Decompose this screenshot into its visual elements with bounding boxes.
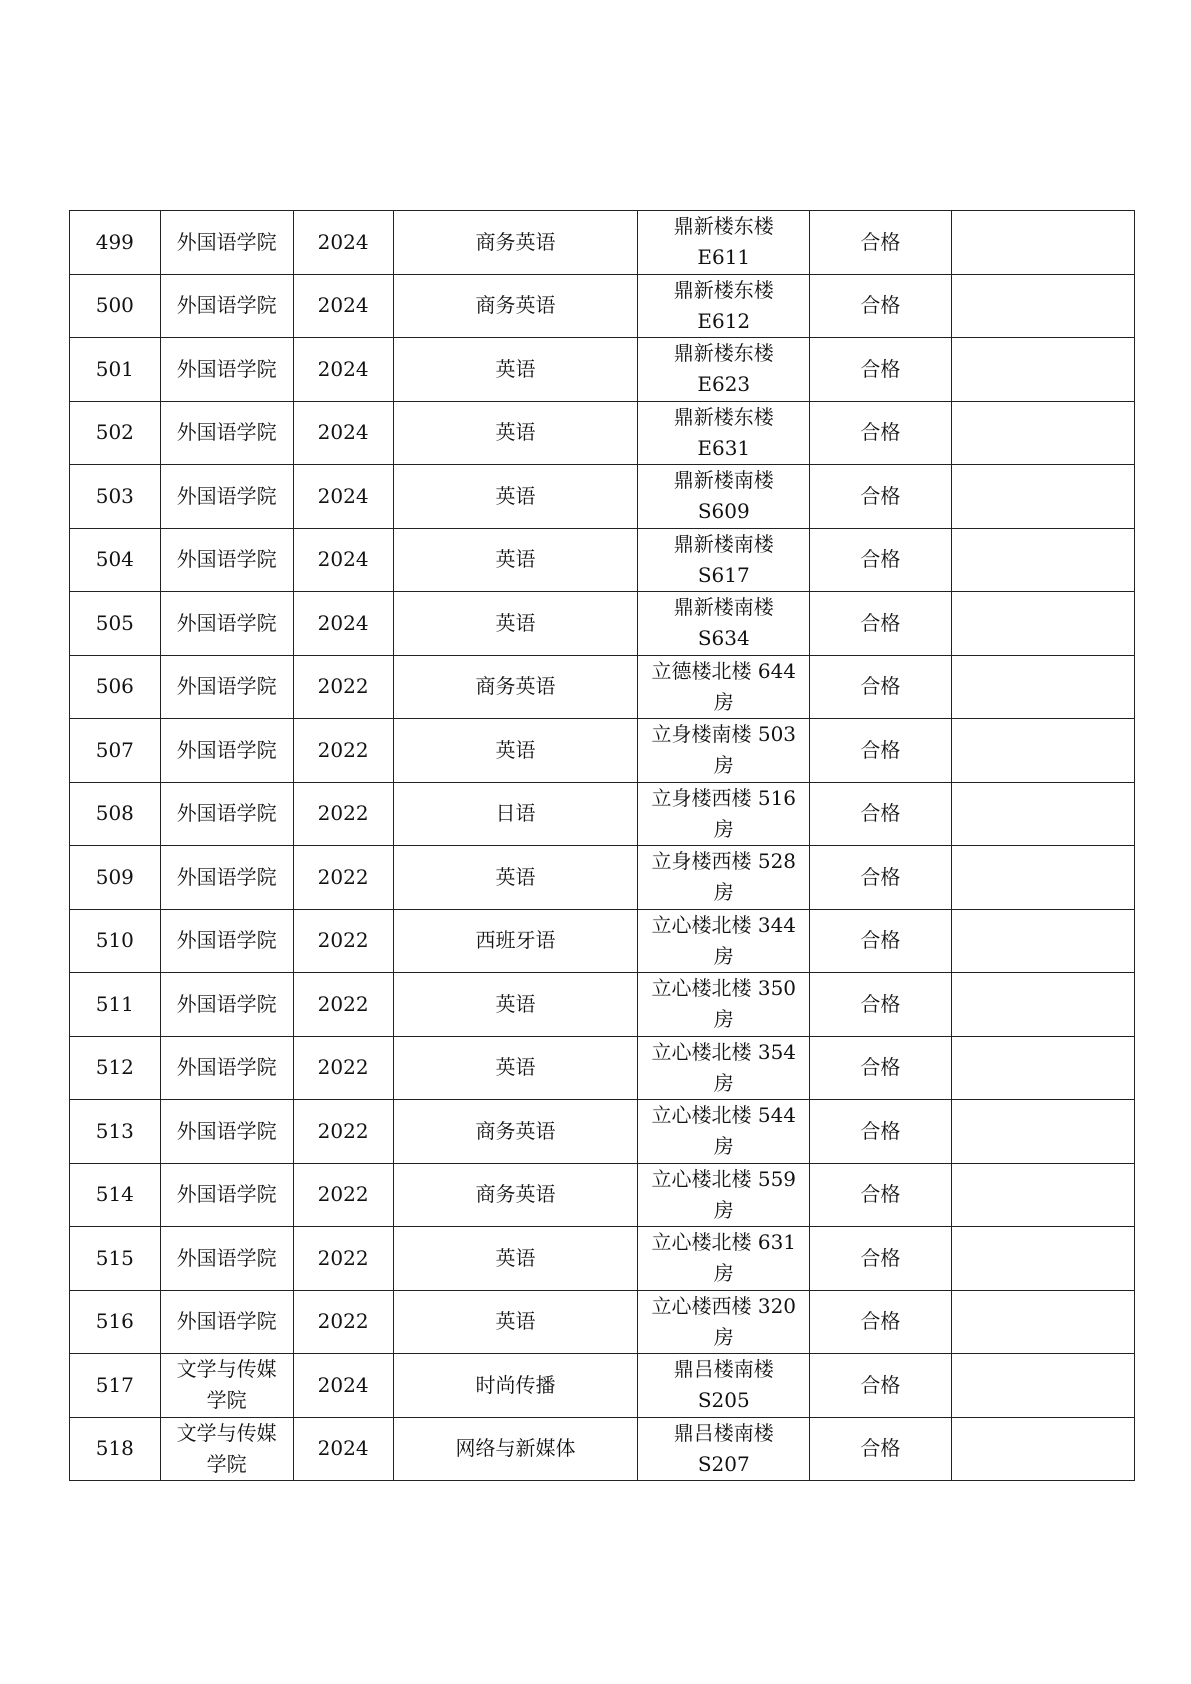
dorm-room-cell-line: E611 <box>697 245 751 270</box>
result-cell: 合格 <box>810 1227 951 1291</box>
college-cell-line: 外国语学院 <box>176 229 277 254</box>
row-number-cell: 510 <box>70 909 161 973</box>
result-cell: 合格 <box>810 655 951 719</box>
dorm-room-cell <box>638 782 810 846</box>
college-cell <box>160 592 293 656</box>
table-row <box>70 1163 1135 1227</box>
dorm-room-cell-line: E631 <box>697 435 751 460</box>
college-cell-line: 外国语学院 <box>176 928 277 953</box>
dorm-room-cell-line: 鼎新楼东楼 <box>673 341 774 366</box>
row-number-cell: 499 <box>70 211 161 275</box>
row-number-cell: 508 <box>70 782 161 846</box>
dorm-room-cell-line: 鼎新楼南楼 <box>673 531 774 556</box>
year-cell: 2024 <box>293 401 393 465</box>
note-cell <box>951 1036 1135 1100</box>
dorm-room-cell <box>638 909 810 973</box>
dorm-room-cell <box>638 1163 810 1227</box>
result-cell: 合格 <box>810 1036 951 1100</box>
college-cell-line: 外国语学院 <box>176 547 277 572</box>
college-cell-line: 外国语学院 <box>176 674 277 699</box>
row-number-cell: 503 <box>70 465 161 529</box>
major-cell: 英语 <box>393 1227 638 1291</box>
result-cell: 合格 <box>810 211 951 275</box>
table-row <box>70 401 1135 465</box>
dorm-room-cell-line: E612 <box>697 308 751 333</box>
row-number-cell: 512 <box>70 1036 161 1100</box>
college-cell-line: 外国语学院 <box>176 991 277 1016</box>
note-cell <box>951 274 1135 338</box>
dorm-room-cell-line: 房 <box>713 1070 734 1095</box>
college-cell <box>160 338 293 402</box>
year-cell: 2022 <box>293 846 393 910</box>
dorm-room-cell-line: 房 <box>713 753 734 778</box>
college-cell <box>160 1354 293 1418</box>
college-cell <box>160 401 293 465</box>
year-cell: 2024 <box>293 338 393 402</box>
table-row <box>70 909 1135 973</box>
dorm-room-cell-line: 立身楼南楼 503 <box>651 722 797 747</box>
note-cell <box>951 719 1135 783</box>
row-number-cell: 511 <box>70 973 161 1037</box>
note-cell <box>951 465 1135 529</box>
dorm-room-cell-line: 立心楼北楼 350 <box>651 976 797 1001</box>
result-cell: 合格 <box>810 528 951 592</box>
table-body <box>70 211 1135 1481</box>
note-cell <box>951 655 1135 719</box>
dorm-room-cell-line: 鼎新楼东楼 <box>673 214 774 239</box>
table-row <box>70 1100 1135 1164</box>
result-cell: 合格 <box>810 1354 951 1418</box>
dorm-room-cell <box>638 465 810 529</box>
dorm-room-cell-line: 立德楼北楼 644 <box>651 658 797 683</box>
note-cell <box>951 909 1135 973</box>
college-cell-line: 学院 <box>206 1388 247 1413</box>
college-cell-line: 外国语学院 <box>176 801 277 826</box>
result-cell: 合格 <box>810 592 951 656</box>
college-cell-line: 外国语学院 <box>176 1309 277 1334</box>
dorm-room-cell-line: 鼎新楼东楼 <box>673 277 774 302</box>
dorm-room-cell-line: 房 <box>713 1007 734 1032</box>
college-cell <box>160 1036 293 1100</box>
college-cell <box>160 973 293 1037</box>
table-row <box>70 1227 1135 1291</box>
major-cell: 商务英语 <box>393 655 638 719</box>
note-cell <box>951 211 1135 275</box>
dorm-room-cell <box>638 719 810 783</box>
college-cell-line: 外国语学院 <box>176 737 277 762</box>
row-number-cell: 504 <box>70 528 161 592</box>
table-row <box>70 465 1135 529</box>
major-cell: 商务英语 <box>393 211 638 275</box>
year-cell: 2022 <box>293 1227 393 1291</box>
note-cell <box>951 1354 1135 1418</box>
table-row <box>70 1036 1135 1100</box>
note-cell <box>951 1290 1135 1354</box>
college-cell <box>160 782 293 846</box>
note-cell <box>951 846 1135 910</box>
row-number-cell: 515 <box>70 1227 161 1291</box>
dorm-inspection-table <box>69 210 1135 1481</box>
dorm-room-cell-line: 房 <box>713 1134 734 1159</box>
major-cell: 英语 <box>393 1290 638 1354</box>
table-row <box>70 528 1135 592</box>
major-cell: 英语 <box>393 401 638 465</box>
dorm-room-cell <box>638 655 810 719</box>
row-number-cell: 514 <box>70 1163 161 1227</box>
note-cell <box>951 973 1135 1037</box>
result-cell: 合格 <box>810 338 951 402</box>
note-cell <box>951 401 1135 465</box>
result-cell: 合格 <box>810 274 951 338</box>
result-cell: 合格 <box>810 973 951 1037</box>
major-cell: 网络与新媒体 <box>393 1417 638 1481</box>
dorm-room-cell-line: 立心楼北楼 354 <box>651 1039 797 1064</box>
dorm-room-cell <box>638 973 810 1037</box>
dorm-room-cell <box>638 846 810 910</box>
dorm-room-cell-line: 立心楼北楼 344 <box>651 912 797 937</box>
note-cell <box>951 338 1135 402</box>
dorm-room-cell-line: 立心楼西楼 320 <box>651 1293 797 1318</box>
year-cell: 2024 <box>293 274 393 338</box>
table-row <box>70 592 1135 656</box>
dorm-room-cell-line: S205 <box>697 1388 750 1413</box>
result-cell: 合格 <box>810 1100 951 1164</box>
table-row <box>70 973 1135 1037</box>
dorm-room-cell-line: 鼎吕楼南楼 <box>673 1420 774 1445</box>
result-cell: 合格 <box>810 719 951 783</box>
year-cell: 2022 <box>293 1036 393 1100</box>
college-cell <box>160 655 293 719</box>
college-cell <box>160 1417 293 1481</box>
major-cell: 商务英语 <box>393 274 638 338</box>
year-cell: 2024 <box>293 211 393 275</box>
major-cell: 英语 <box>393 592 638 656</box>
table-row <box>70 719 1135 783</box>
dorm-room-cell-line: 立心楼北楼 559 <box>651 1166 797 1191</box>
row-number-cell: 502 <box>70 401 161 465</box>
college-cell <box>160 211 293 275</box>
college-cell-line: 外国语学院 <box>176 293 277 318</box>
dorm-room-cell-line: 鼎新楼南楼 <box>673 468 774 493</box>
year-cell: 2024 <box>293 592 393 656</box>
dorm-room-cell-line: S634 <box>697 626 750 651</box>
major-cell: 英语 <box>393 338 638 402</box>
major-cell: 商务英语 <box>393 1100 638 1164</box>
college-cell-line: 外国语学院 <box>176 420 277 445</box>
college-cell-line: 学院 <box>206 1451 247 1476</box>
dorm-room-cell <box>638 338 810 402</box>
major-cell: 商务英语 <box>393 1163 638 1227</box>
dorm-room-cell-line: E623 <box>697 372 751 397</box>
result-cell: 合格 <box>810 846 951 910</box>
result-cell: 合格 <box>810 1417 951 1481</box>
college-cell-line: 外国语学院 <box>176 864 277 889</box>
dorm-room-cell-line: 鼎吕楼南楼 <box>673 1357 774 1382</box>
dorm-room-cell-line: S207 <box>697 1451 750 1476</box>
major-cell: 时尚传播 <box>393 1354 638 1418</box>
table-row <box>70 782 1135 846</box>
dorm-room-cell <box>638 1354 810 1418</box>
dorm-room-cell-line: 立身楼西楼 528 <box>651 849 797 874</box>
year-cell: 2024 <box>293 1417 393 1481</box>
college-cell <box>160 528 293 592</box>
college-cell-line: 外国语学院 <box>176 1118 277 1143</box>
row-number-cell: 517 <box>70 1354 161 1418</box>
dorm-room-cell-line: 立心楼北楼 631 <box>651 1230 797 1255</box>
row-number-cell: 505 <box>70 592 161 656</box>
major-cell: 英语 <box>393 846 638 910</box>
college-cell-line: 外国语学院 <box>176 483 277 508</box>
table-row <box>70 338 1135 402</box>
college-cell-line: 文学与传媒 <box>176 1420 277 1445</box>
table-row <box>70 1417 1135 1481</box>
result-cell: 合格 <box>810 1290 951 1354</box>
year-cell: 2022 <box>293 1163 393 1227</box>
table-row <box>70 211 1135 275</box>
major-cell: 英语 <box>393 1036 638 1100</box>
table-row <box>70 846 1135 910</box>
college-cell <box>160 1290 293 1354</box>
year-cell: 2022 <box>293 909 393 973</box>
note-cell <box>951 1417 1135 1481</box>
row-number-cell: 501 <box>70 338 161 402</box>
dorm-room-cell-line: 房 <box>713 943 734 968</box>
dorm-room-cell <box>638 1036 810 1100</box>
college-cell-line: 外国语学院 <box>176 356 277 381</box>
college-cell <box>160 465 293 529</box>
year-cell: 2024 <box>293 528 393 592</box>
row-number-cell: 506 <box>70 655 161 719</box>
college-cell <box>160 719 293 783</box>
dorm-room-cell <box>638 1227 810 1291</box>
note-cell <box>951 1227 1135 1291</box>
table-row <box>70 274 1135 338</box>
dorm-room-cell <box>638 1100 810 1164</box>
dorm-room-cell-line: 房 <box>713 1261 734 1286</box>
major-cell: 英语 <box>393 465 638 529</box>
dorm-room-cell <box>638 401 810 465</box>
dorm-room-cell-line: 房 <box>713 816 734 841</box>
year-cell: 2022 <box>293 719 393 783</box>
college-cell <box>160 1100 293 1164</box>
table-row <box>70 655 1135 719</box>
note-cell <box>951 1163 1135 1227</box>
year-cell: 2022 <box>293 782 393 846</box>
row-number-cell: 507 <box>70 719 161 783</box>
college-cell <box>160 1163 293 1227</box>
dorm-room-cell-line: S617 <box>697 562 750 587</box>
college-cell <box>160 274 293 338</box>
college-cell <box>160 1227 293 1291</box>
college-cell-line: 文学与传媒 <box>176 1357 277 1382</box>
result-cell: 合格 <box>810 782 951 846</box>
college-cell-line: 外国语学院 <box>176 1245 277 1270</box>
row-number-cell: 513 <box>70 1100 161 1164</box>
dorm-room-cell-line: 立身楼西楼 516 <box>651 785 797 810</box>
dorm-room-cell-line: 房 <box>713 1324 734 1349</box>
note-cell <box>951 1100 1135 1164</box>
year-cell: 2022 <box>293 655 393 719</box>
dorm-room-cell <box>638 1290 810 1354</box>
year-cell: 2024 <box>293 465 393 529</box>
dorm-room-cell-line: 房 <box>713 880 734 905</box>
major-cell: 西班牙语 <box>393 909 638 973</box>
major-cell: 英语 <box>393 719 638 783</box>
dorm-room-cell-line: 鼎新楼东楼 <box>673 404 774 429</box>
major-cell: 日语 <box>393 782 638 846</box>
table-row <box>70 1290 1135 1354</box>
dorm-room-cell-line: 鼎新楼南楼 <box>673 595 774 620</box>
college-cell-line: 外国语学院 <box>176 1182 277 1207</box>
note-cell <box>951 782 1135 846</box>
major-cell: 英语 <box>393 528 638 592</box>
result-cell: 合格 <box>810 909 951 973</box>
dorm-room-cell <box>638 274 810 338</box>
year-cell: 2022 <box>293 973 393 1037</box>
result-cell: 合格 <box>810 1163 951 1227</box>
row-number-cell: 518 <box>70 1417 161 1481</box>
dorm-room-cell <box>638 528 810 592</box>
dorm-room-cell-line: S609 <box>697 499 750 524</box>
result-cell: 合格 <box>810 401 951 465</box>
dorm-room-cell <box>638 211 810 275</box>
dorm-room-cell-line: 立心楼北楼 544 <box>651 1103 797 1128</box>
year-cell: 2024 <box>293 1354 393 1418</box>
dorm-room-cell-line: 房 <box>713 689 734 714</box>
result-cell: 合格 <box>810 465 951 529</box>
college-cell-line: 外国语学院 <box>176 610 277 635</box>
dorm-room-cell-line: 房 <box>713 1197 734 1222</box>
major-cell: 英语 <box>393 973 638 1037</box>
year-cell: 2022 <box>293 1100 393 1164</box>
dorm-room-cell <box>638 592 810 656</box>
dorm-room-cell <box>638 1417 810 1481</box>
table-row <box>70 1354 1135 1418</box>
college-cell <box>160 909 293 973</box>
college-cell-line: 外国语学院 <box>176 1055 277 1080</box>
note-cell <box>951 528 1135 592</box>
year-cell: 2022 <box>293 1290 393 1354</box>
note-cell <box>951 592 1135 656</box>
row-number-cell: 516 <box>70 1290 161 1354</box>
row-number-cell: 509 <box>70 846 161 910</box>
row-number-cell: 500 <box>70 274 161 338</box>
college-cell <box>160 846 293 910</box>
